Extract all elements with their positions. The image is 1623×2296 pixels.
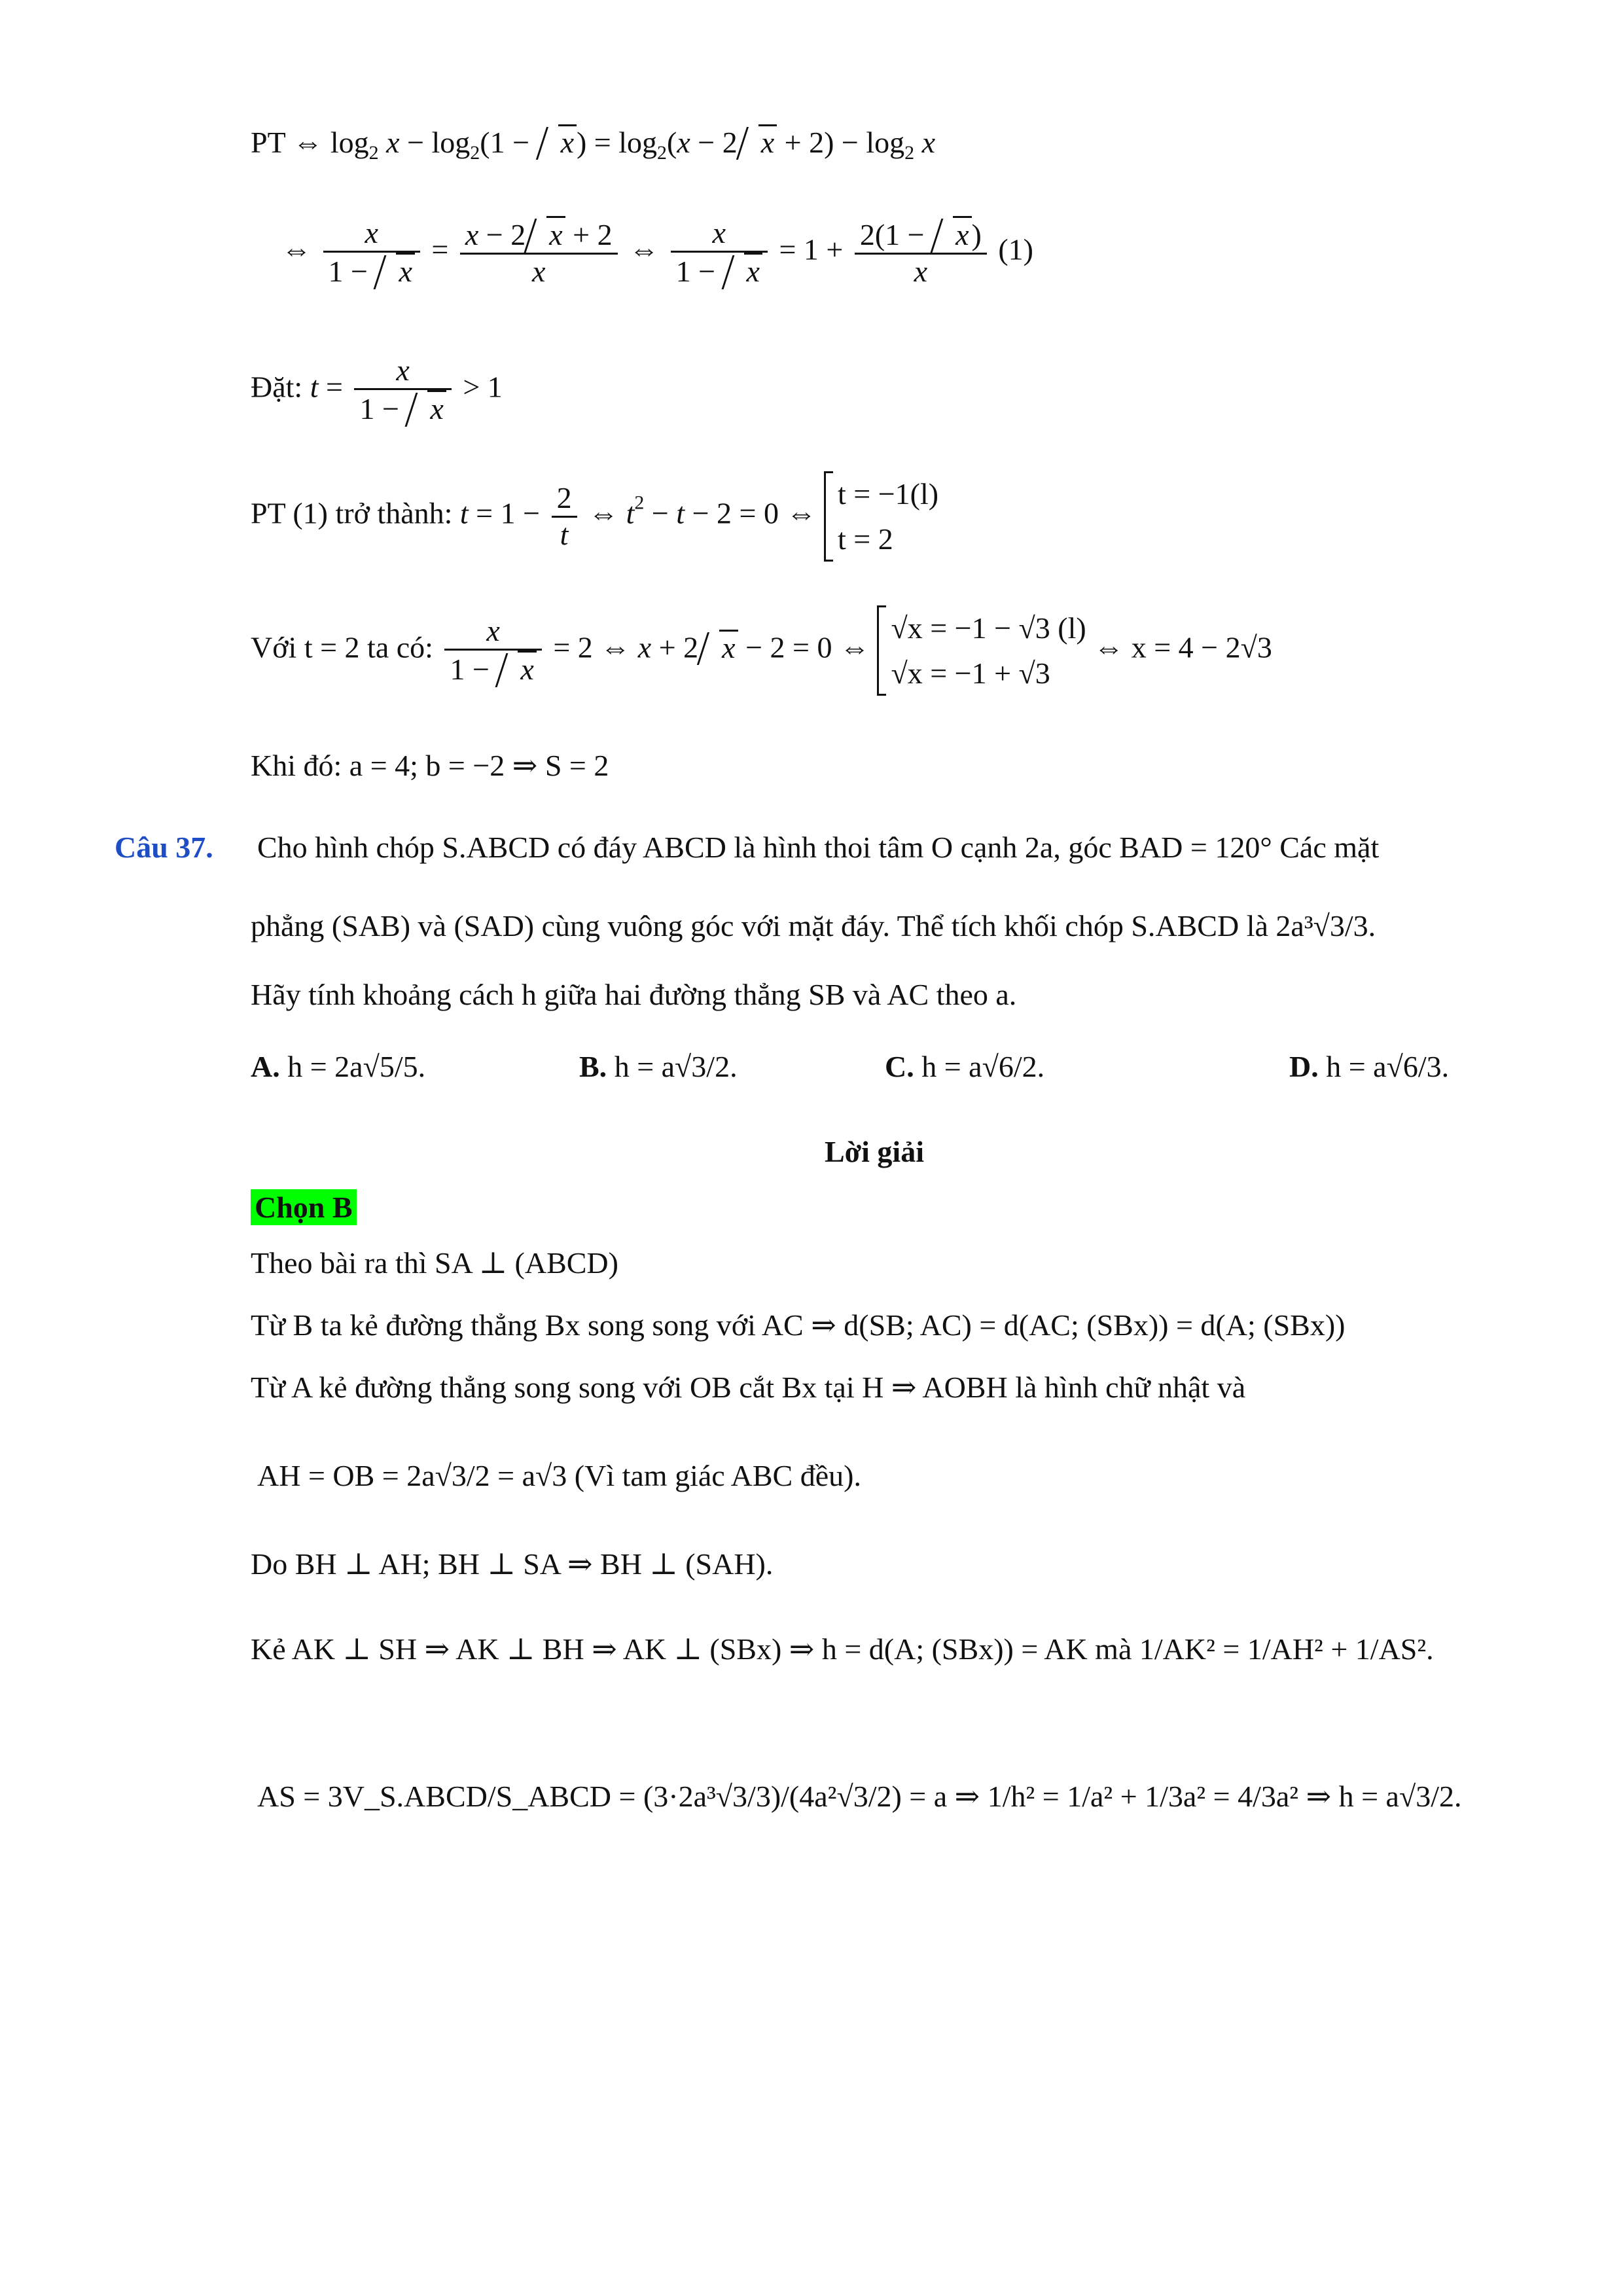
solution-line-4: PT (1) trở thành: t = 1 − $\frac{2}{t}$ ⇔ $t^2 - t - 2 = 0$ ⇔ t = −1(l) t = 2 (251, 471, 938, 562)
solution-step-6: Kẻ AK ⊥ SH ⇒ AK ⊥ BH ⇒ AK ⊥ (SBx) ⇒ h = d(A; (SBx)) = AK mà 1/AK² = 1/AH² + 1/AS². (251, 1632, 1434, 1666)
solution-step-1: Theo bài ra thì SA ⊥ (ABCD) (251, 1246, 618, 1280)
option-a[interactable]: A. h = 2a√5/5. (251, 1050, 426, 1083)
solution-line-2: ⇔ $\frac{x}{1 - x}$ = $\frac{x - 2 x + 2}{x}$ ⇔ $\frac{x}{1 - x}$ = 1 + $\frac{2(1 - x)}{x}$ (1) (281, 216, 1033, 288)
option-d[interactable]: D. h = a√6/3. (1289, 1050, 1450, 1083)
solution-line-1 (251, 124, 935, 164)
option-c[interactable]: C. h = a√6/2. (885, 1050, 1045, 1083)
case-bracket: t = −1(l) t = 2 (824, 471, 938, 562)
question-number: Câu 37. (115, 831, 213, 864)
chosen-answer-badge: Chọn B (251, 1189, 357, 1225)
label-pt1: PT (1) trở thành: (251, 496, 453, 530)
solution-line-6: Khi đó: a = 4; b = −2 ⇒ S = 2 (251, 749, 609, 782)
solution-step-3: Từ A kẻ đường thẳng song song với OB cắt Bx tại H ⇒ AOBH là hình chữ nhật và (251, 1371, 1246, 1404)
option-b[interactable]: B. h = a√3/2. (579, 1050, 738, 1083)
math-text: PT ⇔ $\log_2 x - \log_2(1 - x) = \log_2(x - 2$ $x + 2) - \log_2 x$ (251, 126, 936, 164)
solution-step-4: AH = OB = 2a√3/2 = a√3 (Vì tam giác ABC đều). (257, 1459, 861, 1492)
solution-line-5: Với t = 2 ta có: $\frac{x}{1 - x}$ = 2 ⇔ x + 2 x − 2 = 0 ⇔ √x = −1 − √3 (l) √x = −1 + √3 ⇔ x = 4 − 2√3 (251, 605, 1272, 696)
solution-step-2: Từ B ta kẻ đường thẳng Bx song song với AC ⇒ d(SB; AC) = d(AC; (SBx)) = d(A; (SBx)) (251, 1308, 1346, 1342)
case-bracket: √x = −1 − √3 (l) √x = −1 + √3 (877, 605, 1086, 696)
solution-title: Lời giải (825, 1135, 924, 1168)
question-text-1: Cho hình chóp S.ABCD có đáy ABCD là hình thoi tâm O cạnh 2a, góc BAD = 120° Các mặt (257, 831, 1380, 864)
solution-line-3: Đặt: t = $\frac{x}{1 - x}$ > 1 (251, 353, 503, 425)
question-text-2: phẳng (SAB) và (SAD) cùng vuông góc với mặt đáy. Thể tích khối chóp S.ABCD là 2a³√3/3. (251, 909, 1376, 942)
question-text-3: Hãy tính khoảng cách h giữa hai đường thẳng SB và AC theo a. (251, 978, 1017, 1011)
solution-step-7: AS = 3V_S.ABCD/S_ABCD = (3·2a³√3/3)/(4a²√3/2) = a ⇒ 1/h² = 1/a² + 1/3a² = 4/3a² ⇒ h = a√3/2. (257, 1780, 1462, 1813)
solution-step-5: Do BH ⊥ AH; BH ⊥ SA ⇒ BH ⊥ (SAH). (251, 1547, 774, 1581)
label-dat: Đặt: (251, 370, 303, 404)
chosen-answer (251, 1191, 357, 1225)
label-voi: Với t = 2 ta có: (251, 630, 433, 664)
